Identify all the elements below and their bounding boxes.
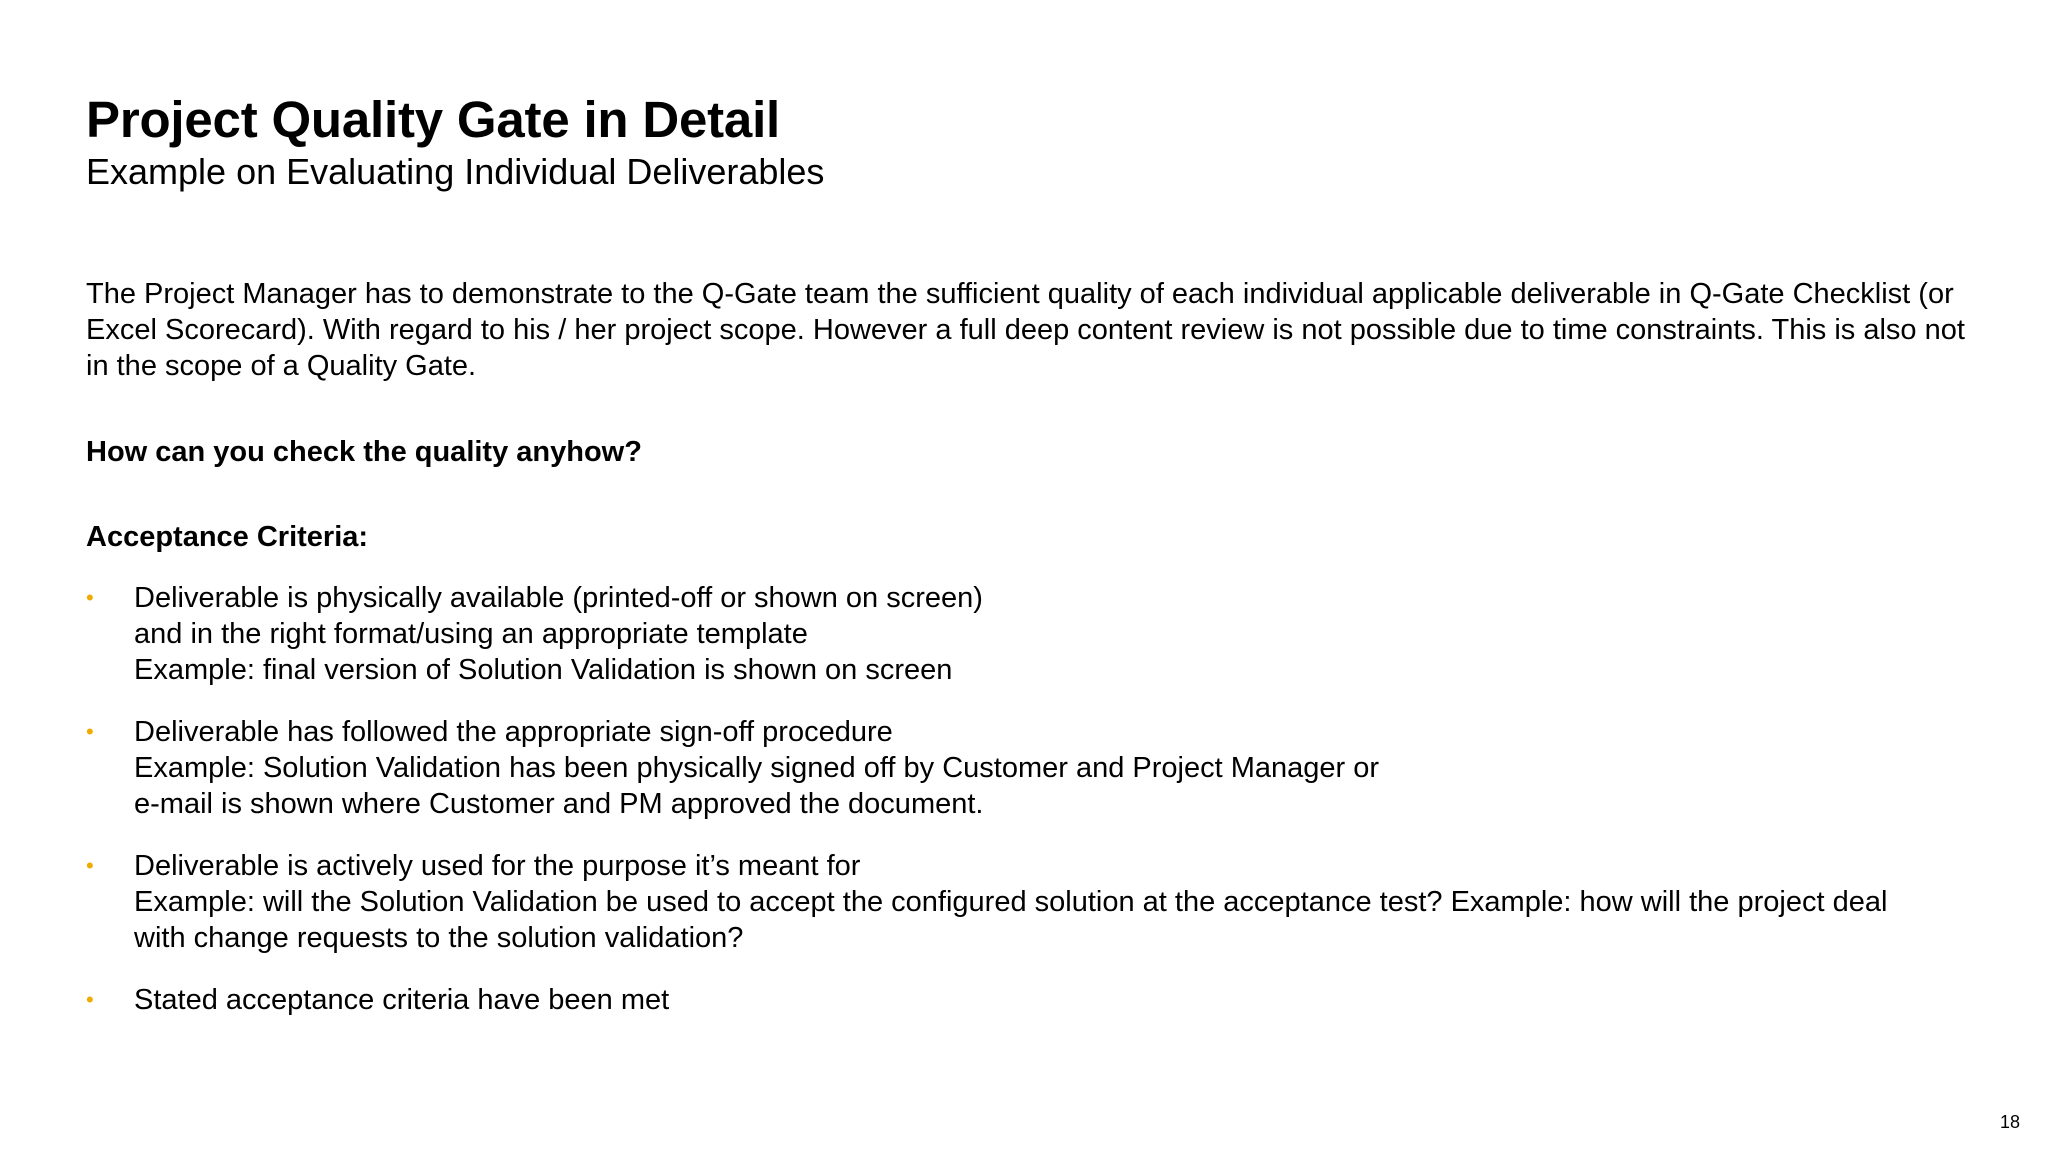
bullet-icon: • [86,585,94,610]
slide-subtitle: Example on Evaluating Individual Deliverables [86,151,825,192]
criteria-line: Example: Solution Validation has been physically signed off by Customer and Project Manager or [134,752,1380,784]
bullet-icon: • [86,853,94,878]
criteria-line: and in the right format/using an appropriate template [134,618,808,650]
page-number: 18 [1999,1112,2020,1132]
acceptance-criteria-list [86,580,1986,1044]
criteria-line: e-mail is shown where Customer and PM approved the document. [134,788,984,820]
criteria-line: with change requests to the solution validation? [134,922,744,954]
criteria-item [86,982,1986,1018]
bullet-icon: • [86,719,94,744]
criteria-item [86,714,1986,822]
criteria-line: Deliverable is physically available (printed-off or shown on screen) [134,582,983,614]
bullet-icon: • [86,987,94,1012]
criteria-line: Example: final version of Solution Validation is shown on screen [134,654,953,686]
intro-paragraph: The Project Manager has to demonstrate to the Q-Gate team the sufficient quality of each individual applicable deliverable in Q-Gate Checklist (or Excel Scorecard). With regard to his / her project scope. However a full deep content review is not possible due to time constraints. This is also not in the scope of a Quality Gate. [86,278,1965,382]
criteria-item [86,848,1986,956]
criteria-line: Stated acceptance criteria have been met [134,984,670,1016]
slide-title: Project Quality Gate in Detail [86,91,781,148]
question-heading: How can you check the quality anyhow? [86,436,642,468]
acceptance-criteria-heading: Acceptance Criteria: [86,521,369,553]
criteria-line: Example: will the Solution Validation be used to accept the configured solution at the acceptance test? Example: how will the project deal [134,886,1888,918]
criteria-line: Deliverable has followed the appropriate sign-off procedure [134,716,893,748]
criteria-line: Deliverable is actively used for the purpose it’s meant for [134,850,861,882]
criteria-item [86,580,1986,688]
